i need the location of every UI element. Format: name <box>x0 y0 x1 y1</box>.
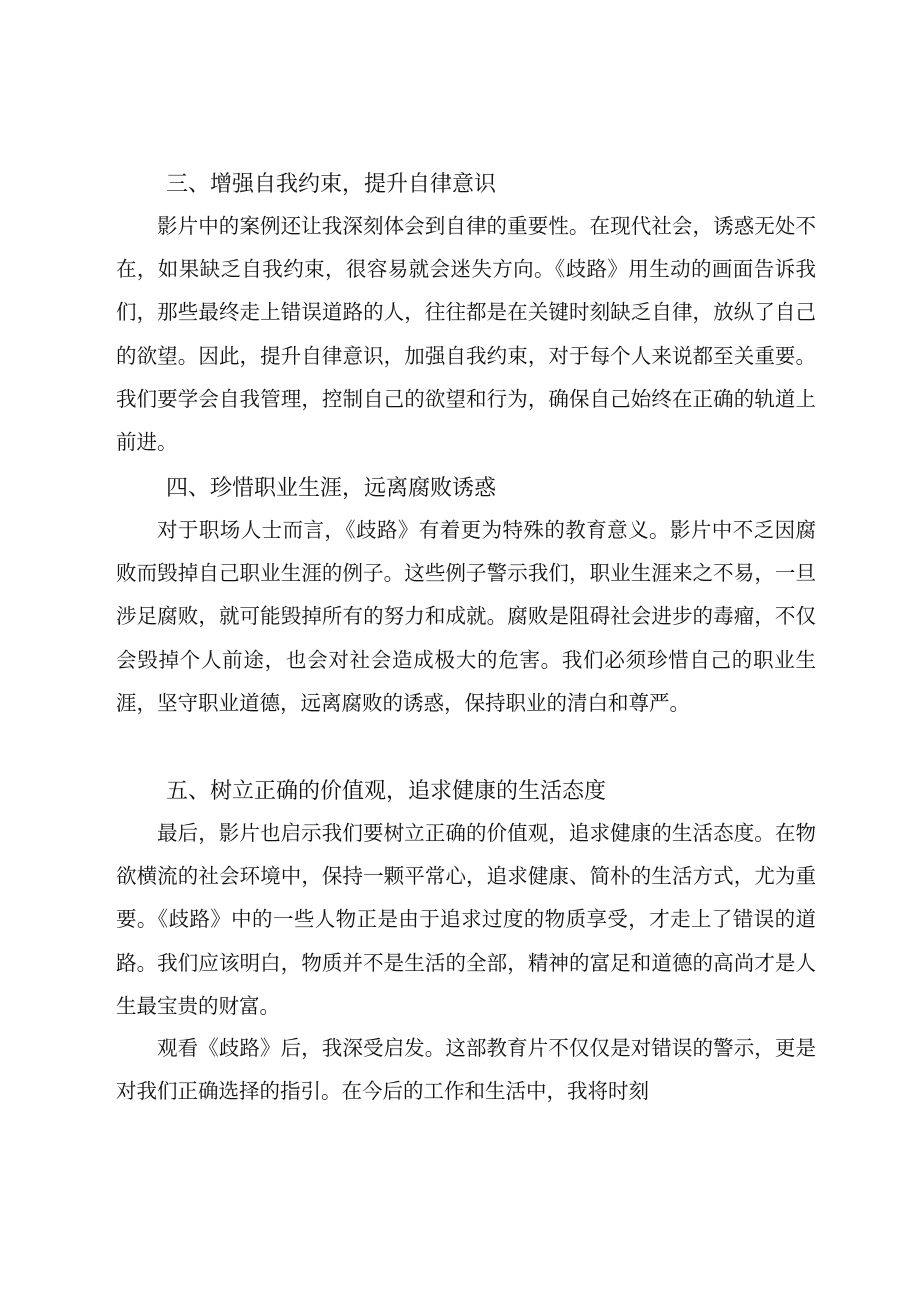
section-heading-self-discipline: 三、增强自我约束，提升自律意识 <box>166 172 497 197</box>
closing-paragraph: 观看《歧路》后，我深受启发。这部教育片不仅仅是对错误的警示，更是对我们正确选择的指引。在今后的工作和生活中，我将时刻 <box>116 1036 816 1104</box>
section-paragraph-values: 最后，影片也启示我们要树立正确的价值观，追求健康的生活态度。在物欲横流的社会环境中，保持一颗平常心，追求健康、简朴的生活方式，尤为重要。《歧路》中的一些人物正是由于追求过度的物质享受，才走上了错误的道路。我们应该明白，物质并不是生活的全部，精神的富足和道德的高尚才是人生最宝贵的财富。 <box>116 821 816 1018</box>
section-paragraph-career: 对于职场人士而言，《歧路》有着更为特殊的教育意义。影片中不乏因腐败而毁掉自己职业生涯的例子。这些例子警示我们，职业生涯来之不易，一旦涉足腐败，就可能毁掉所有的努力和成就。腐败是阻碍社会进步的毒瘤，不仅会毁掉个人前途，也会对社会造成极大的危害。我们必须珍惜自己的职业生涯，坚守职业道德，远离腐败的诱惑，保持职业的清白和尊严。 <box>116 518 816 715</box>
section-heading-values: 五、树立正确的价值观，追求健康的生活态度 <box>166 779 607 804</box>
section-heading-career: 四、珍惜职业生涯，远离腐败诱惑 <box>166 476 497 501</box>
section-paragraph-self-discipline: 影片中的案例还让我深刻体会到自律的重要性。在现代社会，诱惑无处不在，如果缺乏自我约束，很容易就会迷失方向。《歧路》用生动的画面告诉我们，那些最终走上错误道路的人，往往都是在关键时刻缺乏自律，放纵了自己的欲望。因此，提升自律意识，加强自我约束，对于每个人来说都至关重要。我们要学会自我管理，控制自己的欲望和行为，确保自己始终在正确的轨道上前进。 <box>116 214 816 455</box>
